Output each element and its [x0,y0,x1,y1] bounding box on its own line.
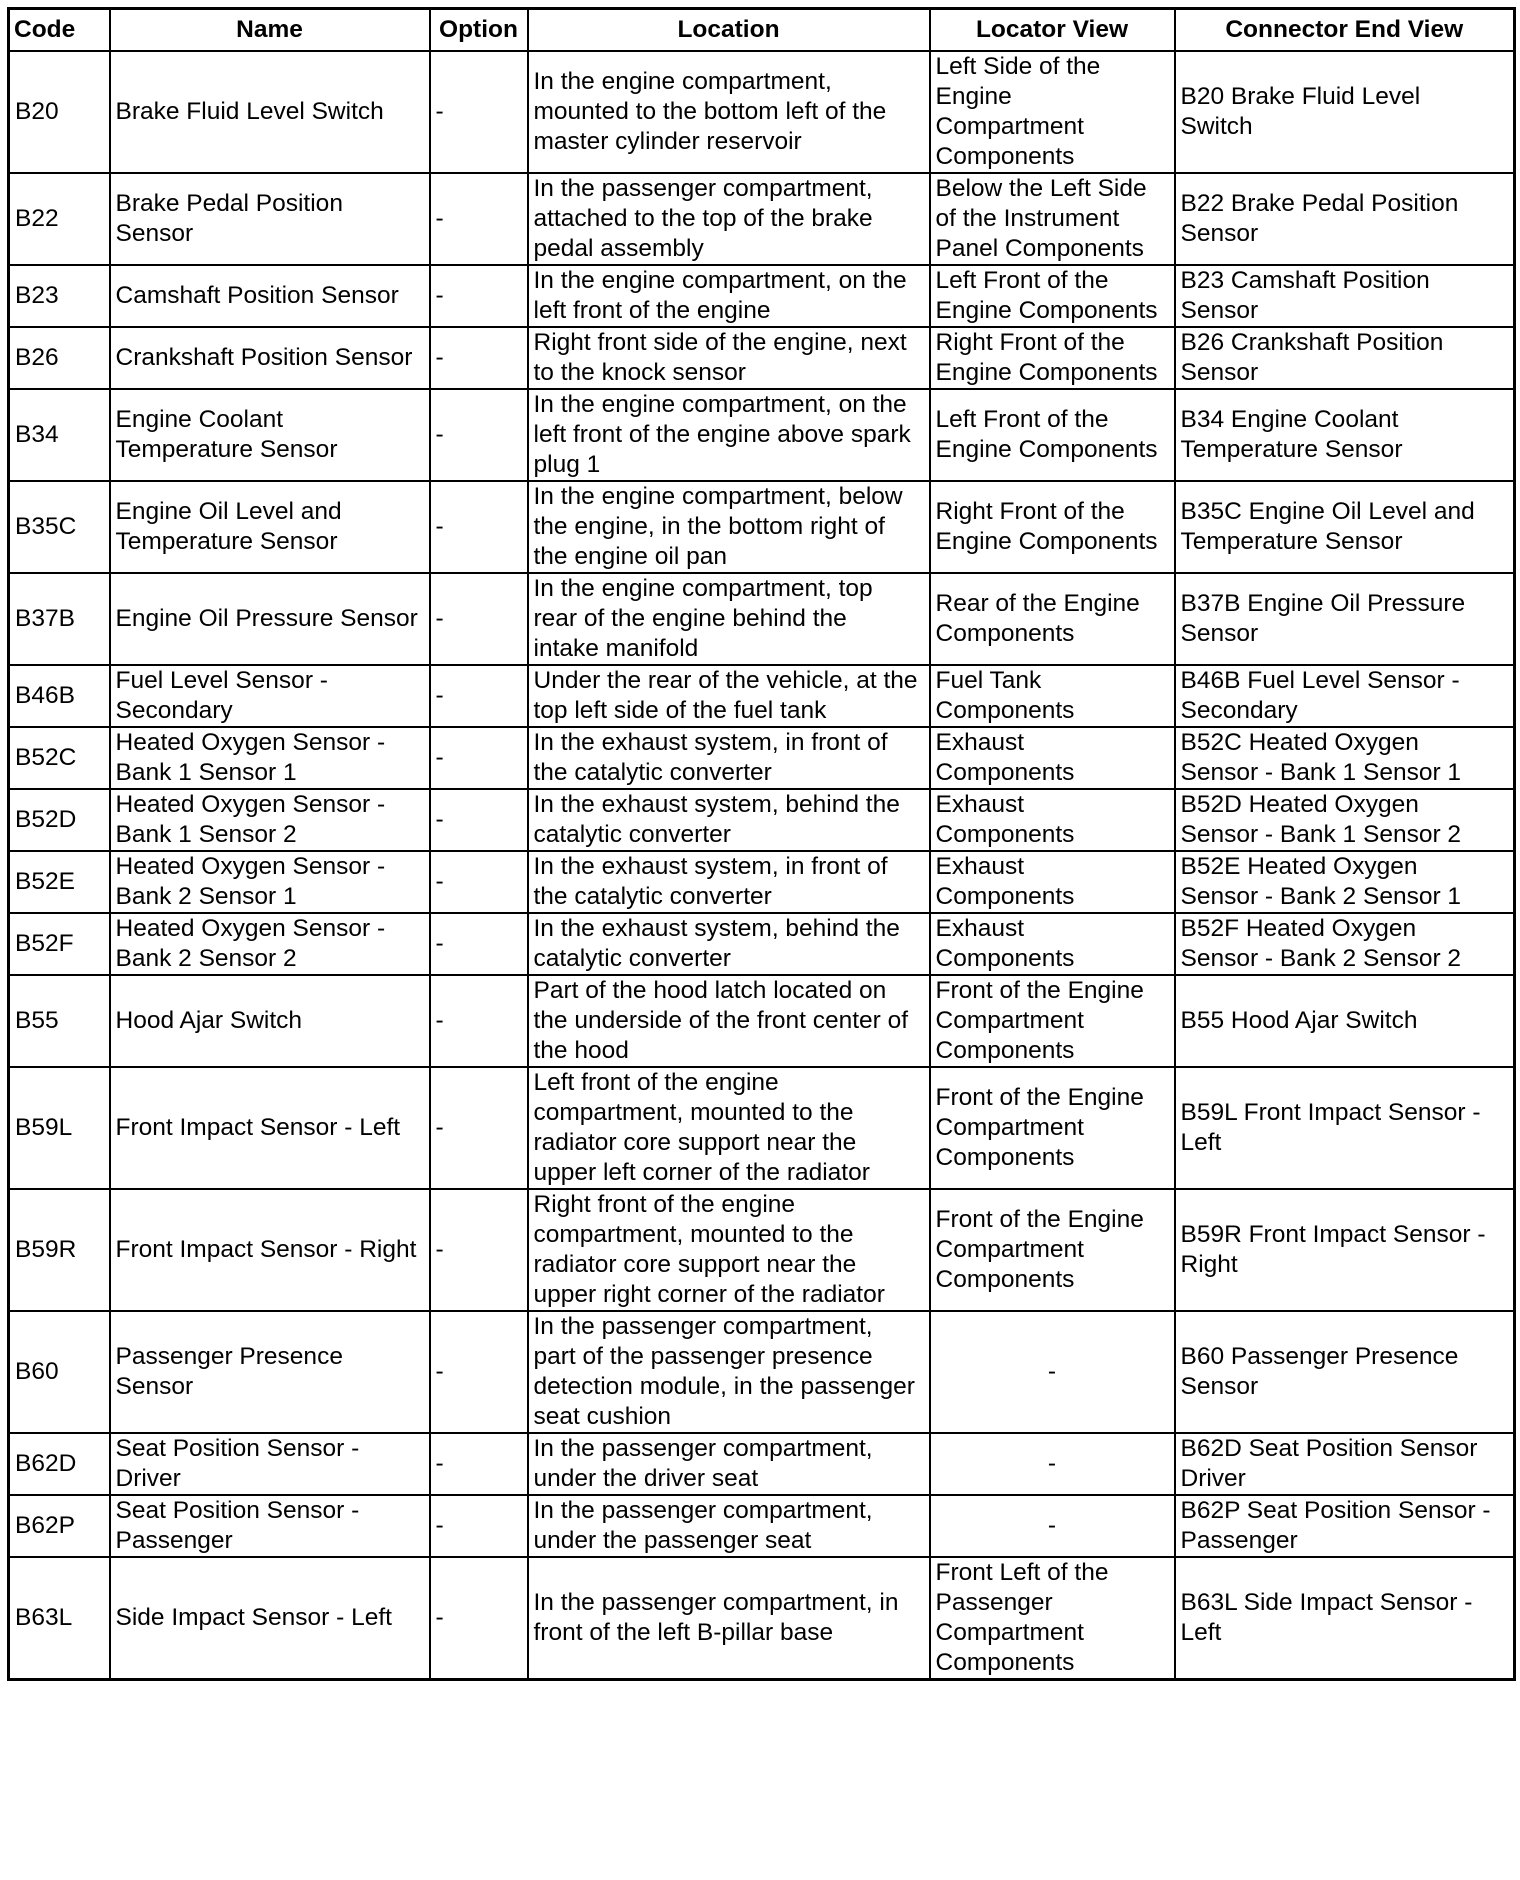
table-row [9,1433,1515,1495]
cell-connector-end-view: B52D Heated Oxygen Sensor - Bank 1 Sensor 2 [1175,789,1515,851]
cell-locator-view: - [930,1433,1175,1495]
cell-locator-view: Front of the Engine Compartment Components [930,1067,1175,1189]
table-row [9,51,1515,173]
header-row [9,9,1515,52]
cell-connector-end-view: B55 Hood Ajar Switch [1175,975,1515,1067]
cell-code: B52C [9,727,110,789]
cell-option: - [430,265,528,327]
cell-locator-view: Front of the Engine Compartment Components [930,1189,1175,1311]
cell-connector-end-view: B34 Engine Coolant Temperature Sensor [1175,389,1515,481]
cell-locator-view: Below the Left Side of the Instrument Panel Components [930,173,1175,265]
cell-code: B52E [9,851,110,913]
cell-code: B23 [9,265,110,327]
cell-option: - [430,1067,528,1189]
cell-name: Heated Oxygen Sensor - Bank 2 Sensor 1 [110,851,430,913]
cell-option: - [430,1557,528,1680]
cell-connector-end-view: B26 Crankshaft Position Sensor [1175,327,1515,389]
cell-locator-view: - [930,1311,1175,1433]
cell-name: Hood Ajar Switch [110,975,430,1067]
cell-locator-view: Fuel Tank Components [930,665,1175,727]
cell-name: Side Impact Sensor - Left [110,1557,430,1680]
cell-name: Front Impact Sensor - Right [110,1189,430,1311]
cell-connector-end-view: B20 Brake Fluid Level Switch [1175,51,1515,173]
cell-code: B55 [9,975,110,1067]
table-row [9,1557,1515,1680]
component-locator-table [7,7,1516,1681]
cell-locator-view: Rear of the Engine Components [930,573,1175,665]
cell-name: Engine Oil Level and Temperature Sensor [110,481,430,573]
cell-option: - [430,913,528,975]
cell-connector-end-view: B37B Engine Oil Pressure Sensor [1175,573,1515,665]
table-header [9,9,1515,52]
cell-location: In the engine compartment, mounted to the bottom left of the master cylinder reservoir [528,51,930,173]
cell-connector-end-view: B22 Brake Pedal Position Sensor [1175,173,1515,265]
cell-locator-view: Exhaust Components [930,789,1175,851]
cell-connector-end-view: B59R Front Impact Sensor - Right [1175,1189,1515,1311]
cell-option: - [430,1189,528,1311]
cell-name: Fuel Level Sensor - Secondary [110,665,430,727]
cell-name: Front Impact Sensor - Left [110,1067,430,1189]
table-row [9,173,1515,265]
cell-code: B22 [9,173,110,265]
cell-connector-end-view: B59L Front Impact Sensor - Left [1175,1067,1515,1189]
cell-option: - [430,1495,528,1557]
cell-locator-view: Right Front of the Engine Components [930,327,1175,389]
cell-code: B35C [9,481,110,573]
cell-connector-end-view: B23 Camshaft Position Sensor [1175,265,1515,327]
table-row [9,327,1515,389]
table-row [9,665,1515,727]
cell-name: Engine Oil Pressure Sensor [110,573,430,665]
cell-option: - [430,665,528,727]
table-row [9,789,1515,851]
cell-option: - [430,975,528,1067]
table-row [9,1311,1515,1433]
cell-option: - [430,851,528,913]
header-code: Code [9,9,110,52]
table-row [9,913,1515,975]
cell-location: Part of the hood latch located on the underside of the front center of the hood [528,975,930,1067]
cell-name: Heated Oxygen Sensor - Bank 1 Sensor 1 [110,727,430,789]
cell-locator-view: Front Left of the Passenger Compartment Components [930,1557,1175,1680]
table-row [9,1495,1515,1557]
cell-locator-view: Front of the Engine Compartment Components [930,975,1175,1067]
cell-code: B60 [9,1311,110,1433]
cell-locator-view: Exhaust Components [930,913,1175,975]
cell-code: B62P [9,1495,110,1557]
cell-location: In the passenger compartment, attached to the top of the brake pedal assembly [528,173,930,265]
header-locator-view: Locator View [930,9,1175,52]
cell-locator-view: Left Front of the Engine Components [930,389,1175,481]
cell-name: Brake Pedal Position Sensor [110,173,430,265]
cell-location: In the engine compartment, on the left front of the engine [528,265,930,327]
cell-code: B46B [9,665,110,727]
cell-code: B52F [9,913,110,975]
cell-locator-view: - [930,1495,1175,1557]
cell-name: Heated Oxygen Sensor - Bank 2 Sensor 2 [110,913,430,975]
table-row [9,727,1515,789]
cell-option: - [430,1433,528,1495]
table-row [9,389,1515,481]
cell-location: In the passenger compartment, under the passenger seat [528,1495,930,1557]
cell-connector-end-view: B46B Fuel Level Sensor - Secondary [1175,665,1515,727]
cell-location: In the engine compartment, top rear of the engine behind the intake manifold [528,573,930,665]
cell-name: Brake Fluid Level Switch [110,51,430,173]
cell-location: Right front of the engine compartment, mounted to the radiator core support near the upper right corner of the radiator [528,1189,930,1311]
cell-location: Under the rear of the vehicle, at the top left side of the fuel tank [528,665,930,727]
cell-name: Heated Oxygen Sensor - Bank 1 Sensor 2 [110,789,430,851]
table-body [9,51,1515,1680]
cell-location: In the passenger compartment, under the driver seat [528,1433,930,1495]
cell-connector-end-view: B52E Heated Oxygen Sensor - Bank 2 Sensor 1 [1175,851,1515,913]
cell-location: In the engine compartment, below the engine, in the bottom right of the engine oil pan [528,481,930,573]
cell-option: - [430,173,528,265]
header-option: Option [430,9,528,52]
cell-option: - [430,727,528,789]
header-name: Name [110,9,430,52]
table-row [9,975,1515,1067]
cell-option: - [430,327,528,389]
cell-code: B59R [9,1189,110,1311]
cell-location: In the engine compartment, on the left front of the engine above spark plug 1 [528,389,930,481]
header-location: Location [528,9,930,52]
cell-option: - [430,1311,528,1433]
header-connector-end-view: Connector End View [1175,9,1515,52]
table-row [9,1067,1515,1189]
cell-location: In the exhaust system, in front of the catalytic converter [528,851,930,913]
cell-connector-end-view: B60 Passenger Presence Sensor [1175,1311,1515,1433]
cell-code: B63L [9,1557,110,1680]
cell-locator-view: Left Side of the Engine Compartment Components [930,51,1175,173]
cell-connector-end-view: B62P Seat Position Sensor - Passenger [1175,1495,1515,1557]
table-row [9,573,1515,665]
cell-location: In the passenger compartment, part of the passenger presence detection module, in the passenger seat cushion [528,1311,930,1433]
cell-option: - [430,789,528,851]
cell-name: Seat Position Sensor - Driver [110,1433,430,1495]
cell-code: B34 [9,389,110,481]
table-row [9,265,1515,327]
cell-location: Left front of the engine compartment, mounted to the radiator core support near the upper left corner of the radiator [528,1067,930,1189]
cell-location: Right front side of the engine, next to the knock sensor [528,327,930,389]
table-row [9,1189,1515,1311]
cell-name: Passenger Presence Sensor [110,1311,430,1433]
cell-locator-view: Exhaust Components [930,727,1175,789]
cell-name: Seat Position Sensor - Passenger [110,1495,430,1557]
cell-location: In the exhaust system, in front of the catalytic converter [528,727,930,789]
cell-name: Camshaft Position Sensor [110,265,430,327]
cell-connector-end-view: B52F Heated Oxygen Sensor - Bank 2 Sensor 2 [1175,913,1515,975]
cell-option: - [430,481,528,573]
cell-option: - [430,389,528,481]
cell-code: B20 [9,51,110,173]
cell-location: In the exhaust system, behind the catalytic converter [528,913,930,975]
cell-option: - [430,573,528,665]
cell-locator-view: Left Front of the Engine Components [930,265,1175,327]
cell-name: Crankshaft Position Sensor [110,327,430,389]
cell-code: B37B [9,573,110,665]
cell-code: B59L [9,1067,110,1189]
cell-name: Engine Coolant Temperature Sensor [110,389,430,481]
table-row [9,481,1515,573]
cell-location: In the passenger compartment, in front of the left B-pillar base [528,1557,930,1680]
cell-connector-end-view: B63L Side Impact Sensor - Left [1175,1557,1515,1680]
cell-code: B26 [9,327,110,389]
cell-locator-view: Right Front of the Engine Components [930,481,1175,573]
cell-location: In the exhaust system, behind the catalytic converter [528,789,930,851]
cell-connector-end-view: B62D Seat Position Sensor Driver [1175,1433,1515,1495]
cell-code: B62D [9,1433,110,1495]
cell-connector-end-view: B52C Heated Oxygen Sensor - Bank 1 Sensor 1 [1175,727,1515,789]
cell-locator-view: Exhaust Components [930,851,1175,913]
cell-connector-end-view: B35C Engine Oil Level and Temperature Sensor [1175,481,1515,573]
cell-code: B52D [9,789,110,851]
table-row [9,851,1515,913]
cell-option: - [430,51,528,173]
